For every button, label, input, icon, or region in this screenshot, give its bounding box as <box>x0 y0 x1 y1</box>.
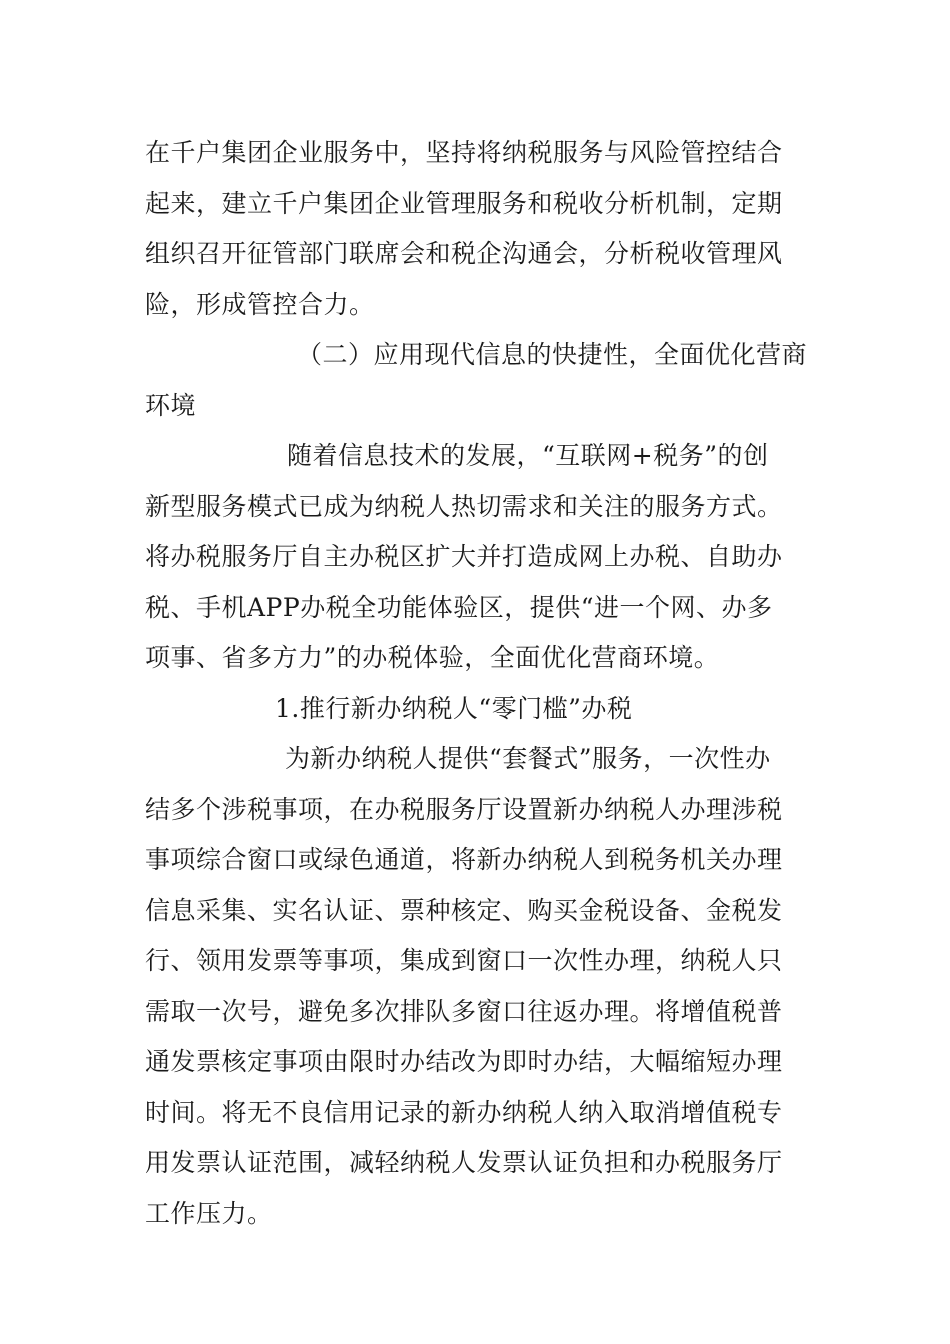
paragraph-line: 在千户集团企业服务中，坚持将纳税服务与风险管控结合 <box>145 138 783 167</box>
paragraph-line: 项事、省多方力”的办税体验，全面优化营商环境。 <box>145 643 720 672</box>
subsection-heading: 1.推行新办纳税人“零门槛”办税 <box>275 693 633 723</box>
paragraph-line: 需取一次号，避免多次排队多窗口往返办理。将增值税普 <box>145 996 783 1026</box>
paragraph-line: 税、手机APP办税全功能体验区，提供“进一个网、办多 <box>145 592 773 622</box>
paragraph-line: 险，形成管控合力。 <box>145 289 375 319</box>
paragraph-line: 行、领用发票等事项，集成到窗口一次性办理，纳税人只 <box>145 946 783 975</box>
paragraph-line: 随着信息技术的发展，“互联网+税务”的创 <box>287 441 769 470</box>
paragraph-line: 事项综合窗口或绿色通道，将新办纳税人到税务机关办理 <box>145 845 783 874</box>
paragraph-line: 工作压力。 <box>145 1198 273 1228</box>
paragraph-line: 通发票核定事项由限时办结改为即时办结，大幅缩短办理 <box>145 1047 783 1076</box>
section-heading: （二）应用现代信息的快捷性，全面优化营商 <box>297 340 808 369</box>
paragraph-line: 将办税服务厅自主办税区扩大并打造成网上办税、自助办 <box>145 542 783 571</box>
paragraph-line: 时间。将无不良信用记录的新办纳税人纳入取消增值税专 <box>145 1097 783 1127</box>
paragraph-line: 组织召开征管部门联席会和税企沟通会，分析税收管理风 <box>145 239 783 268</box>
document-page <box>145 128 808 1239</box>
paragraph-line: 信息采集、实名认证、票种核定、购买金税设备、金税发 <box>145 895 783 925</box>
paragraph-line: 为新办纳税人提供“套餐式”服务，一次性办 <box>285 744 771 773</box>
paragraph-line: 起来，建立千户集团企业管理服务和税收分析机制，定期 <box>145 188 783 218</box>
paragraph-line: 新型服务模式已成为纳税人热切需求和关注的服务方式。 <box>145 491 783 521</box>
paragraph-line: 用发票认证范围，减轻纳税人发票认证负担和办税服务厅 <box>145 1148 783 1177</box>
section-heading-continued: 环境 <box>145 390 197 420</box>
paragraph-line: 结多个涉税事项，在办税服务厅设置新办纳税人办理涉税 <box>145 794 783 824</box>
